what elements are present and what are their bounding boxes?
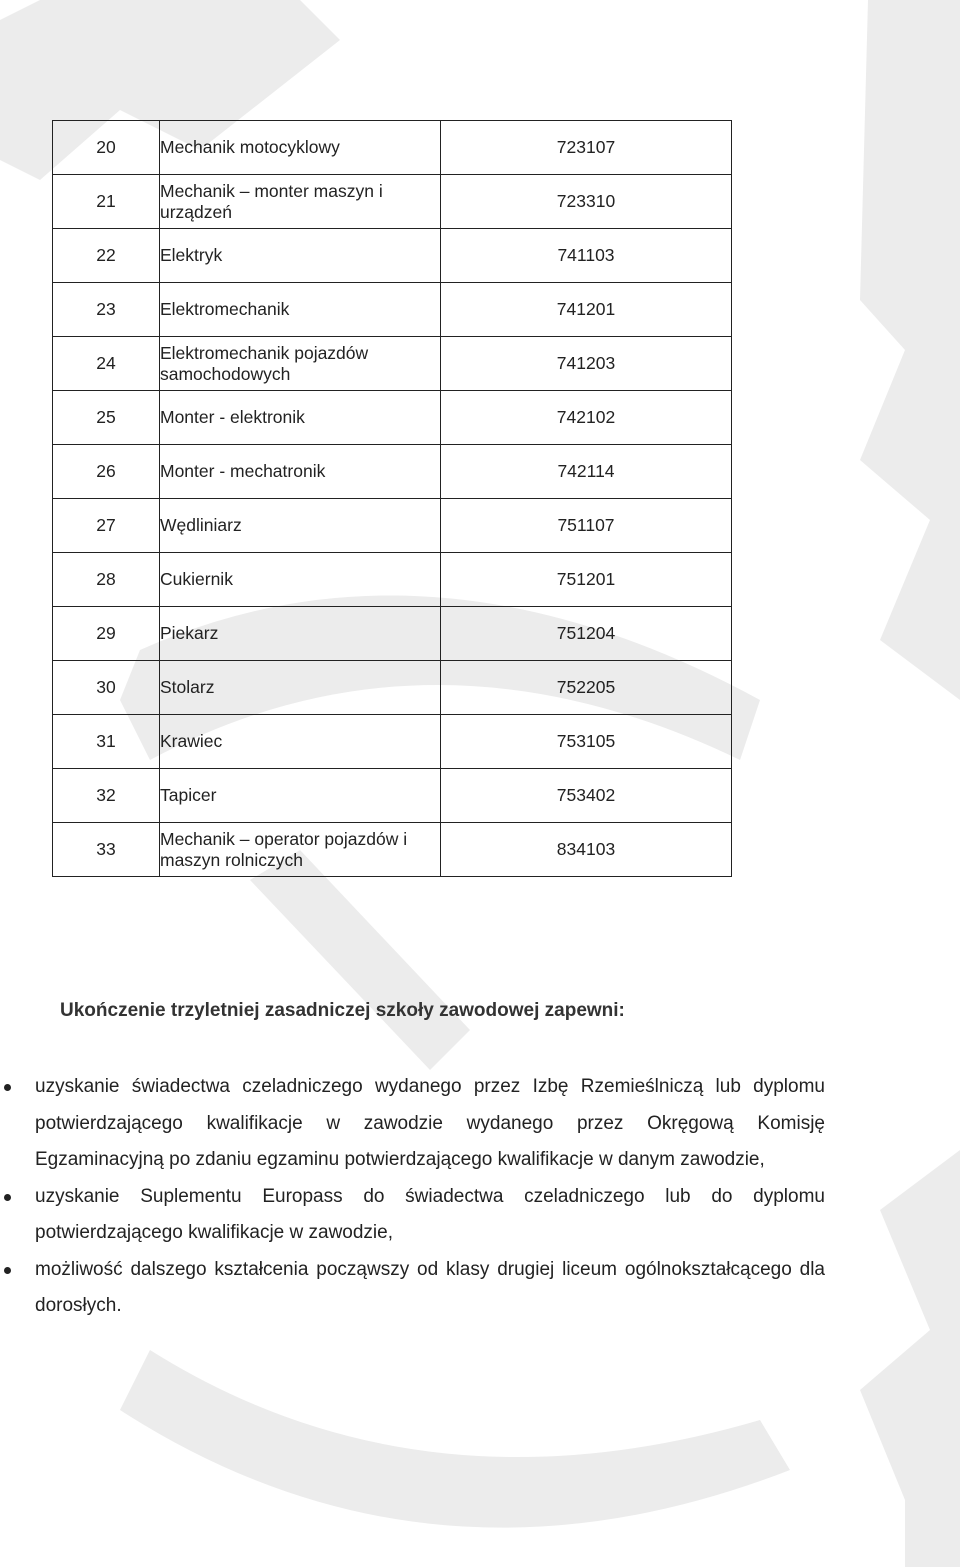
row-number: 28 <box>53 553 160 607</box>
profession-code: 742102 <box>441 391 732 445</box>
profession-code: 741103 <box>441 229 732 283</box>
table-row <box>53 175 732 229</box>
profession-name: Mechanik motocyklowy <box>160 121 441 175</box>
profession-code: 752205 <box>441 661 732 715</box>
table-row <box>53 499 732 553</box>
profession-name: Mechanik – monter maszyn i urządzeń <box>160 175 441 229</box>
list-item: uzyskanie Suplementu Europass do świadectwa czeladniczego lub do dyplomu potwierdzającego kwalifikacje w zawodzie, <box>35 1179 825 1252</box>
list-item: możliwość dalszego kształcenia począwszy od klasy drugiej liceum ogólnokształcącego dla dorosłych. <box>35 1252 825 1325</box>
profession-name: Piekarz <box>160 607 441 661</box>
row-number: 22 <box>53 229 160 283</box>
table-row <box>53 607 732 661</box>
profession-name: Elektryk <box>160 229 441 283</box>
table-row <box>53 445 732 499</box>
profession-code: 741201 <box>441 283 732 337</box>
section-heading: Ukończenie trzyletniej zasadniczej szkoły zawodowej zapewni: <box>60 1000 625 1021</box>
profession-name: Elektromechanik pojazdów samochodowych <box>160 337 441 391</box>
profession-name: Tapicer <box>160 769 441 823</box>
row-number: 23 <box>53 283 160 337</box>
table-row <box>53 715 732 769</box>
row-number: 31 <box>53 715 160 769</box>
row-number: 30 <box>53 661 160 715</box>
row-number: 29 <box>53 607 160 661</box>
profession-name: Elektromechanik <box>160 283 441 337</box>
bullet-dot-icon <box>4 1194 11 1201</box>
profession-code: 742114 <box>441 445 732 499</box>
profession-name: Wędliniarz <box>160 499 441 553</box>
table-row <box>53 553 732 607</box>
bullet-dot-icon <box>4 1084 11 1091</box>
row-number: 26 <box>53 445 160 499</box>
profession-name: Cukiernik <box>160 553 441 607</box>
row-number: 21 <box>53 175 160 229</box>
profession-code: 834103 <box>441 823 732 877</box>
profession-code: 751201 <box>441 553 732 607</box>
profession-name: Monter - elektronik <box>160 391 441 445</box>
profession-code: 751107 <box>441 499 732 553</box>
table-row <box>53 823 732 877</box>
profession-code: 753402 <box>441 769 732 823</box>
profession-name: Krawiec <box>160 715 441 769</box>
profession-code: 751204 <box>441 607 732 661</box>
row-number: 33 <box>53 823 160 877</box>
profession-code: 723107 <box>441 121 732 175</box>
profession-table <box>52 120 732 877</box>
row-number: 25 <box>53 391 160 445</box>
row-number: 24 <box>53 337 160 391</box>
row-number: 27 <box>53 499 160 553</box>
profession-name: Stolarz <box>160 661 441 715</box>
profession-code: 741203 <box>441 337 732 391</box>
row-number: 20 <box>53 121 160 175</box>
benefits-list <box>35 1069 825 1325</box>
table-row <box>53 661 732 715</box>
profession-name: Mechanik – operator pojazdów i maszyn rolniczych <box>160 823 441 877</box>
bullet-dot-icon <box>4 1267 11 1274</box>
table-row <box>53 337 732 391</box>
table-row <box>53 769 732 823</box>
profession-code: 753105 <box>441 715 732 769</box>
profession-name: Monter - mechatronik <box>160 445 441 499</box>
profession-code: 723310 <box>441 175 732 229</box>
table-row <box>53 229 732 283</box>
table-row <box>53 391 732 445</box>
list-item: uzyskanie świadectwa czeladniczego wydanego przez Izbę Rzemieślniczą lub dyplomu potwierdzającego kwalifikacje w zawodzie wydanego przez Okręgową Komisję Egzaminacyjną po zdaniu egzaminu potwierdzającego kwalifikacje w danym zawodzie, <box>35 1069 825 1179</box>
table-row <box>53 121 732 175</box>
row-number: 32 <box>53 769 160 823</box>
table-row <box>53 283 732 337</box>
